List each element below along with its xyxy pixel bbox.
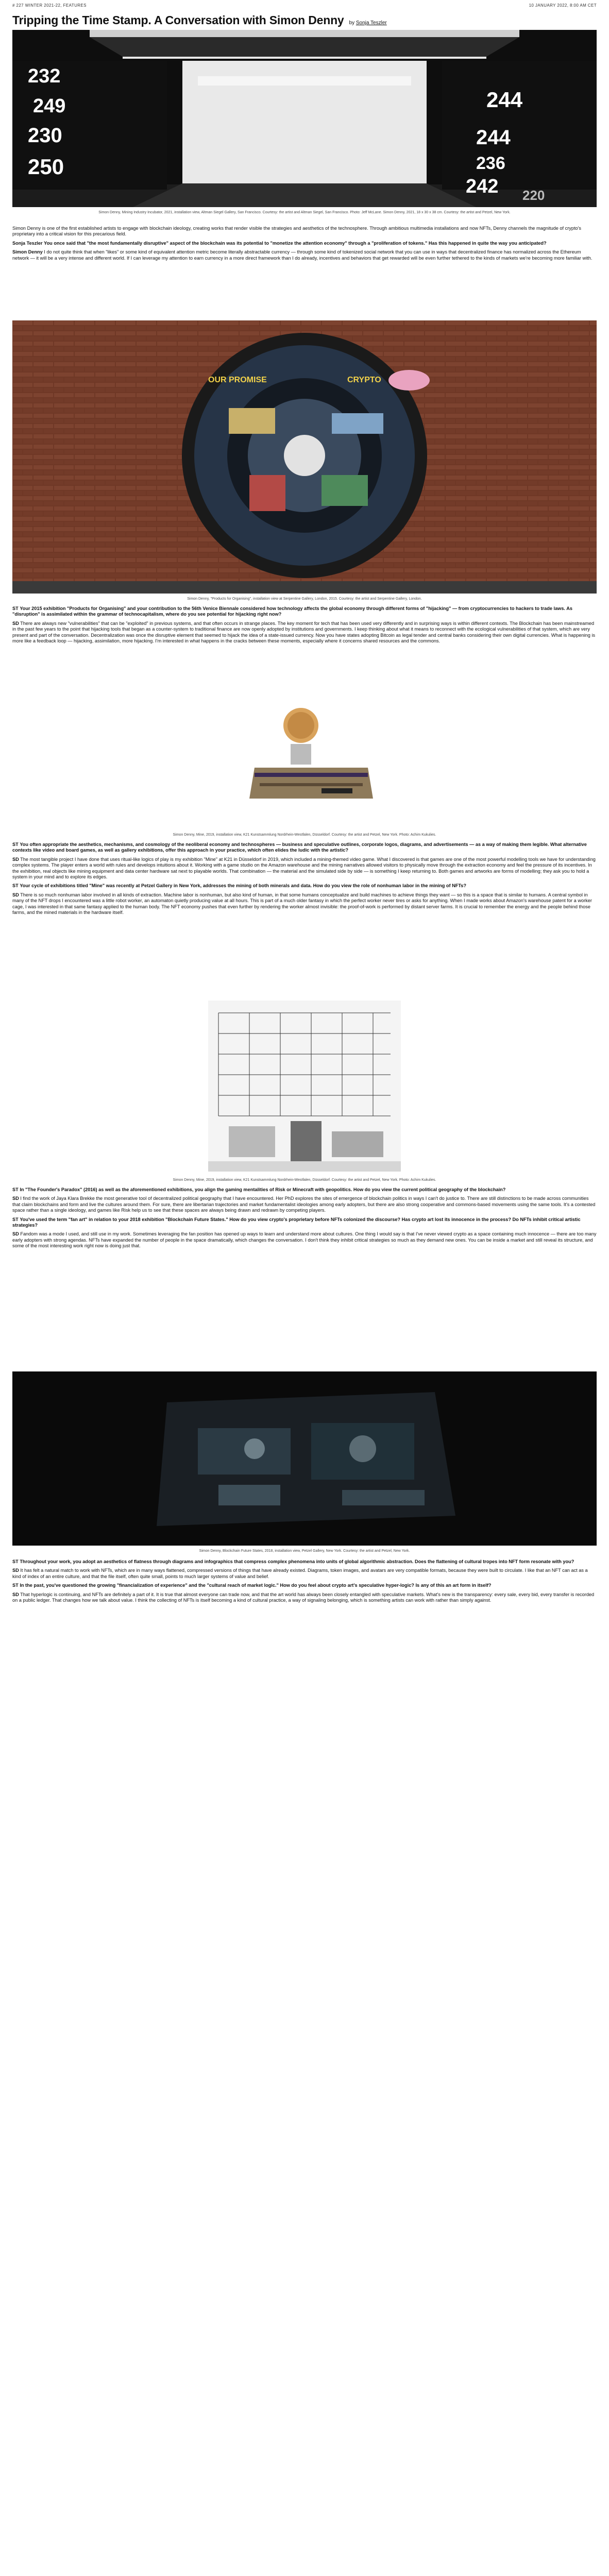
- figure-mine-installation: [12, 997, 597, 1175]
- q3-paragraph: [12, 842, 597, 854]
- figure-2-label-right: CRYPTO: [347, 376, 381, 384]
- figure-3-caption: Simon Denny, Mine, 2019, installation view, K21 Kunstsammlung Nordrhein-Westfalen, Düsseldorf. Courtesy: the artist and Petzel, New York. Photo: Achim Kukulies.: [173, 833, 436, 837]
- a7-paragraph: [12, 1568, 597, 1580]
- figure-2-caption: Simon Denny, "Products for Organising", installation view at Serpentine Gallery, London, 2015. Courtesy: the artist and Serpentine Gallery, London.: [187, 597, 422, 601]
- a6-paragraph: [12, 1231, 597, 1249]
- speaker: SD: [12, 1591, 19, 1597]
- speaker: SD: [12, 620, 19, 626]
- a2-paragraph: [12, 621, 597, 645]
- publish-date: 10 JANUARY 2022, 8:00 AM CET: [529, 3, 597, 8]
- figure-4-artwork: [12, 997, 597, 1175]
- speaker: ST: [12, 842, 19, 847]
- speaker: ST: [12, 1559, 19, 1564]
- a1-paragraph: [12, 249, 597, 261]
- speaker: ST: [12, 883, 19, 889]
- question-text: You've used the term "fan art" in relation to your 2018 exhibition "Blockchain Future States." How do you view crypto's proprietary before NFTs colonized the discourse? Has crypto art lost its innocence in the process? Do NFTs inhibit critical artistic strategies?: [12, 1216, 581, 1228]
- answer-text: That hyperlogic is continuing, and NFTs are definitely a part of it. It is true that almost everyone can trade now, and that the art world has always been closely entangled with speculative markets. What's new is the transparency: every sale, every bid, every transfer is recorded on a public ledger. That changes how we talk about value. I think the collecting of NFTs is itself becoming a kind of cultural practice, a way of signaling belonging, which is something artists can work with rather than simply against.: [12, 1591, 595, 1603]
- a5-paragraph: [12, 1196, 597, 1213]
- question-text: You once said that "the most fundamentally disruptive" aspect of the blockchain was its potential to "monetize the attention economy" through a "proliferation of tokens." Has this happened in quite the way you anticipated?: [44, 240, 547, 246]
- text-block-2: [12, 606, 597, 647]
- figure-number: 244: [476, 126, 511, 149]
- speaker: SD: [12, 856, 19, 862]
- figure-1-artwork: [12, 30, 597, 207]
- figure-products-for-organising: [12, 320, 597, 594]
- byline-prefix: by: [349, 20, 355, 26]
- speaker: Sonja Teszler: [12, 240, 43, 246]
- figure-number: 249: [33, 95, 66, 117]
- q5-paragraph: [12, 1187, 597, 1193]
- speaker: SD: [12, 1231, 19, 1237]
- text-block-1: [12, 226, 597, 264]
- answer-text: Fandom was a mode I used, and still use in my work. Sometimes leveraging the fan position has opened up ways to learn and understand more about cultures. One thing I would say is that I've never viewed crypto as a space containing much innocence — there are too many early adopters with strong agendas. NFTs have expanded the number of people in the space dramatically, which changes the conversation. I don't think they inhibit critical strategies so much as they demand new ones. You can be inside a market and still reveal its structure, and some of the most interesting work right now is doing just that.: [12, 1231, 597, 1249]
- figure-number: 236: [476, 154, 505, 173]
- issue-link[interactable]: # 227 WINTER 2021-22, FEATURES: [12, 3, 87, 8]
- figure-number: 242: [466, 176, 499, 197]
- question-text: Your 2015 exhibition "Products for Organising" and your contribution to the 56th Venice Biennale considered how technology affects the global economy through different forms of "hijacking" — from cryptocurrencies to hackers to trade laws. As "disruption" is assimilated within the grammar of technocapitalism, where do you see potential for hijacking right now?: [12, 606, 572, 617]
- figure-number: 244: [486, 88, 523, 112]
- figure-number: 250: [28, 155, 64, 179]
- speaker: ST: [12, 1216, 19, 1222]
- speaker: SD: [12, 1568, 19, 1573]
- answer-text: There are always new "vulnerabilities" that can be "exploited" in previous systems, and that often occurs in strange places. The key moment for tech that has been used very differently and in surprising ways is within different contexts. The Blockchain has been mainstreamed in the past few years to the point that hijacking tools that began as a counter-system to traditional finance are now openly adopted by institutions and governments. I keep thinking about what it means to reconnect with the ecological vulnerabilities of that system, which are very present and part of the conversation. Decentralization was once the disruptive element that seemed to hijack the idea of a state-issued currency. Now you have states adopting Bitcoin as legal tender and central banks considering their own digital currencies. What is happening is more like a feedback loop — hijacking, assimilation, more hijacking. I'm interested in what happens in the cracks between these moments, especially where it concerns shared resources and the commons.: [12, 620, 596, 644]
- q6-paragraph: [12, 1217, 597, 1229]
- figure-mine-object: [12, 701, 597, 829]
- figure-1-caption: Simon Denny, Mining Industry Incubator, 2021, installation view, Altman Siegel Gallery, San Francisco. Courtesy: the artist and Altman Siegel, San Francisco. Photo: Jeff McLane. Simon Denny, 2021, 18 x 30 x 38 cm. Courtesy: the artist and Petzel, New York.: [98, 211, 511, 214]
- figure-number: 220: [522, 188, 545, 203]
- text-block-3: [12, 842, 597, 919]
- top-bar: [12, 3, 597, 10]
- q7-paragraph: [12, 1559, 597, 1565]
- a3-paragraph: [12, 857, 597, 880]
- speaker: SD: [12, 1196, 19, 1201]
- figure-5-caption: Simon Denny, Blockchain Future States, 2018, installation view, Petzel Gallery, New York. Courtesy: the artist and Petzel, New York.: [199, 1549, 410, 1553]
- speaker: Simon Denny: [12, 249, 43, 255]
- figure-3-artwork: [12, 701, 597, 829]
- answer-text: The most tangible project I have done that uses ritual-like logics of play is my exhibition "Mine" at K21 in Düsseldorf in 2019, which included a mining-themed video game. What I discovered is that games are one of the most powerful modelling tools we have for understanding complex systems. The player enters a world with rules and develops intuitions about it. Working with a game studio on the Amazon warehouse and the mining narratives allowed visitors to physically move through the extraction economy and feel the pressure of its incentives. In the exhibition, real objects like mining equipment and data center hardware sat next to playable worlds. That combination — the material and the simulated side by side — is something I keep returning to. Both games and artworks are forms of modelling; they ask you to hold a system in your mind and to explore its edges.: [12, 856, 596, 880]
- figure-blockchain-future-states: [12, 1371, 597, 1546]
- speaker: ST: [12, 1187, 19, 1192]
- intro-paragraph: Simon Denny is one of the first established artists to engage with blockchain ideology, creating works that render visible the strategies and aesthetics of the technosphere. Through ambitious multimedia installations and now NFTs, Denny channels the magnitude of crypto's proprietary into a critical vision for this precarious field.: [12, 226, 582, 237]
- figure-4-caption: Simon Denny, Mine, 2019, installation view, K21 Kunstsammlung Nordrhein-Westfalen, Düsseldorf. Courtesy: the artist and Petzel, New York. Photo: Achim Kukulies.: [173, 1178, 436, 1182]
- figure-mining-incubator: [12, 30, 597, 207]
- speaker: ST: [12, 606, 19, 611]
- answer-text: There is so much nonhuman labor involved in all kinds of extraction. Machine labor is nonhuman, but also kind of human, in that some humans conceptualize and build machines to achieve things they want — so this is a space that is similar to humans. A central symbol in many of the NFT drops I encountered was a little robot worker, an automaton quietly producing value at all hours. This is part of a much older fantasy in which the perfect worker never tires or asks for anything. When I made works about Amazon's warehouse patent for a worker cage, I was interested in that same fantasy applied to the human body. The NFT economy pushes that even further by rendering the worker almost invisible: the proof-of-work is performed by distant server farms. It is crucial to remember the energy and the people behind those farms, and the mined materials in the hardware itself.: [12, 892, 592, 916]
- q1-paragraph: [12, 241, 597, 246]
- figure-number: 230: [28, 124, 62, 147]
- question-text: Throughout your work, you adopt an aesthetics of flatness through diagrams and infographics that compress complex phenomena into units of global algorithmic abstraction. Does the flattening of cultural tropes into NFT form resonate with you?: [20, 1559, 574, 1564]
- article-title: Tripping the Time Stamp. A Conversation with Simon Denny: [12, 13, 344, 27]
- answer-text: It has felt a natural match to work with NFTs, which are in many ways flattened, compressed versions of things that have already existed. Diagrams, token images, and avatars are very compatible formats, because they were built to circulate. I like that an NFT can act as a kind of index of an entire culture, and that the file itself, often quite small, points to much larger systems of value and belief.: [12, 1568, 588, 1579]
- figure-2-artwork: [12, 320, 597, 594]
- author-link[interactable]: Sonja Teszler: [356, 20, 387, 26]
- question-text: You often appropriate the aesthetics, mechanisms, and cosmology of the neoliberal economy and technospheres — business and speculative outlines, corporate logos, diagrams, and advertisements — as a way of making them legible. What alternative contexts like video and board games, as well as gallery exhibitions, offer this approach in your practice, which often elides the ludic with the artistic?: [12, 842, 587, 853]
- title-row: [12, 13, 597, 28]
- figure-number: 232: [28, 65, 61, 87]
- question-text: Your cycle of exhibitions titled "Mine" was recently at Petzel Gallery in New York, addresses the mining of both minerals and data. How do you view the role of nonhuman labor in the mining of NFTs?: [20, 883, 467, 889]
- text-block-4: [12, 1187, 597, 1252]
- question-text: In the past, you've questioned the growing "financialization of experience" and the "cultural reach of market logic." How do you feel about crypto art's speculative hyper-logic? Is any of this an art form in itself?: [20, 1583, 492, 1588]
- a4-paragraph: [12, 892, 597, 916]
- byline: [349, 20, 387, 26]
- question-text: In "The Founder's Paradox" (2016) as well as the aforementioned exhibitions, you align the gaming mentalities of Risk or Minecraft with geopolitics. How do you view the current political geography of the blockchain?: [20, 1187, 506, 1192]
- q2-paragraph: [12, 606, 597, 618]
- figure-5-artwork: [12, 1371, 597, 1546]
- a8-paragraph: [12, 1592, 597, 1604]
- speaker: SD: [12, 892, 19, 897]
- answer-text: I find the work of Jaya Klara Brekke the most generative tool of decentralized political geography that I have encountered. Her PhD explores the sites of emergence of blockchain politics in ways I can't do justice to. There are still distinctions to be made across communities that claim blockchains and form and live the cultures around them. For sure, there are libertarian trajectories and market fundamentalist ideologies among early adopters, but there are also strong cooperative and commons-based movements using the same tools. It's a contested space rather than a single ideology, and games like Risk help us to see that these spaces are always being drawn and redrawn by competing players.: [12, 1196, 596, 1213]
- text-block-5: [12, 1559, 597, 1606]
- answer-text: I do not quite think that when "likes" or some kind of equivalent attention metric become literally abstractable currency — through some kind of tokenized social network that you can use in ways that decentralized finance has normalized across the Ethereum network — it will be a very intense and different world. If I can leverage my attention to earn currency in a more direct framework than I do already, incentives and behaviors that get rewarded will be even further tethered to the kinds of markets we're becoming more familiar with.: [12, 249, 593, 261]
- speaker: ST: [12, 1583, 19, 1588]
- q8-paragraph: [12, 1583, 597, 1588]
- q4-paragraph: [12, 883, 597, 889]
- figure-2-label-left: OUR PROMISE: [208, 376, 267, 384]
